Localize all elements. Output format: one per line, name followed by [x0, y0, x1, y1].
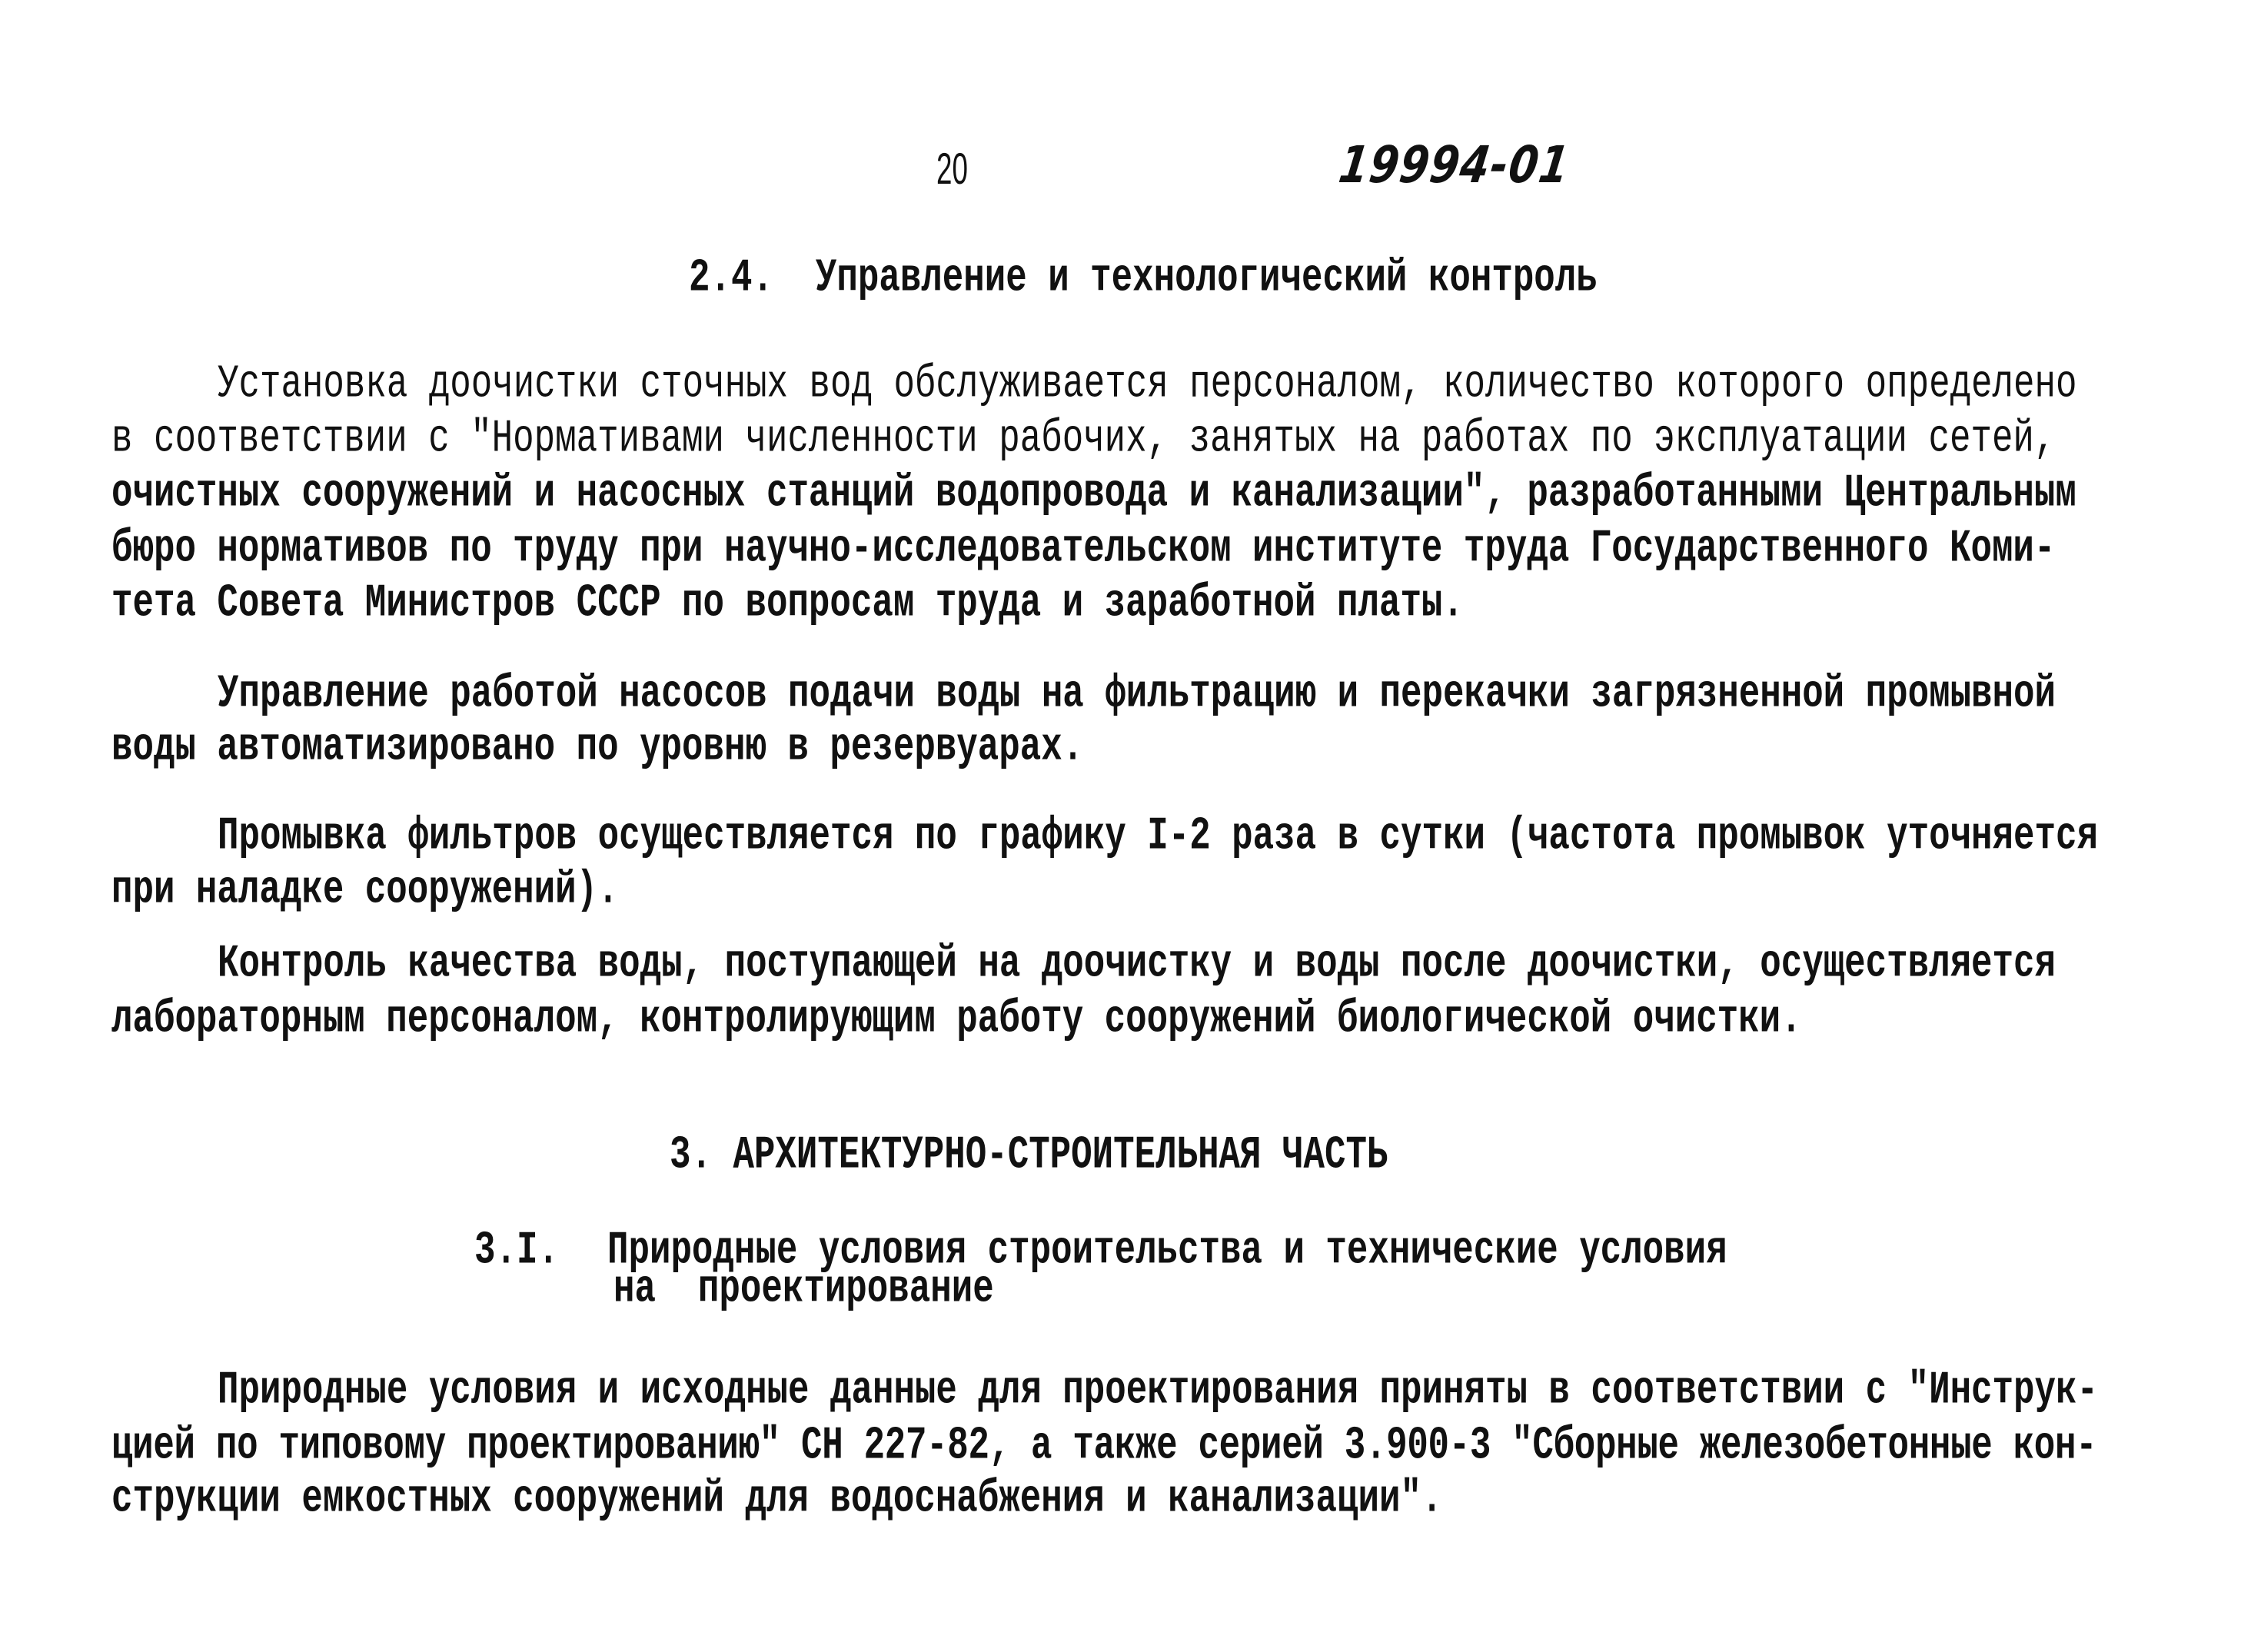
document-number: 19994-01	[1335, 135, 1574, 194]
paragraph-line: в соответствии с "Нормативами численности рабочих, занятых на работах по эксплуатации сетей,	[111, 412, 2056, 466]
paragraph-line: воды автоматизировано по уровню в резервуарах.	[111, 720, 1084, 774]
paragraph-line: бюро нормативов по труду при научно-исследовательском институте труда Государственного Коми-	[111, 522, 2056, 576]
paragraph-line: Управление работой насосов подачи воды на фильтрацию и перекачки загрязненной промывной	[218, 667, 2056, 721]
paragraph-line: цией по типовому проектированию" СН 227-82, а также серией 3.900-3 "Сборные железобетонные кон-	[111, 1419, 2097, 1473]
paragraph-line: струкции емкостных сооружений для водоснабжения и канализации".	[111, 1472, 1443, 1526]
paragraph-line: лабораторным персоналом, контролирующим работу сооружений биологической очистки.	[111, 992, 1802, 1046]
section-heading-3: 3. АРХИТЕКТУРНО-СТРОИТЕЛЬНАЯ ЧАСТЬ	[670, 1128, 1388, 1182]
page-number: 20	[936, 143, 968, 194]
section-heading-2-4: 2.4. Управление и технологический контроль	[689, 251, 1598, 305]
paragraph-line: Установка доочистки сточных вод обслуживается персоналом, количество которого определено	[218, 357, 2077, 411]
paragraph-line: Контроль качества воды, поступающей на доочистку и воды после доочистки, осуществляется	[218, 937, 2056, 991]
paragraph-line: Промывка фильтров осуществляется по графику I-2 раза в сутки (частота промывок уточняется	[218, 809, 2098, 863]
paragraph-line: Природные условия и исходные данные для проектирования приняты в соответствии с "Инструк-	[218, 1364, 2098, 1418]
subsection-number: 3.I.	[474, 1224, 559, 1278]
subsection-heading-line: Природные условия строительства и технические условия	[607, 1224, 1727, 1278]
subsection-heading-line: на проектирование	[613, 1262, 994, 1316]
paragraph-line: при наладке сооружений).	[111, 863, 619, 917]
paragraph-line: очистных сооружений и насосных станций водопровода и канализации", разработанными Центральным	[111, 467, 2076, 520]
paragraph-line: тета Совета Министров СССР по вопросам труда и заработной платы.	[111, 577, 1464, 630]
